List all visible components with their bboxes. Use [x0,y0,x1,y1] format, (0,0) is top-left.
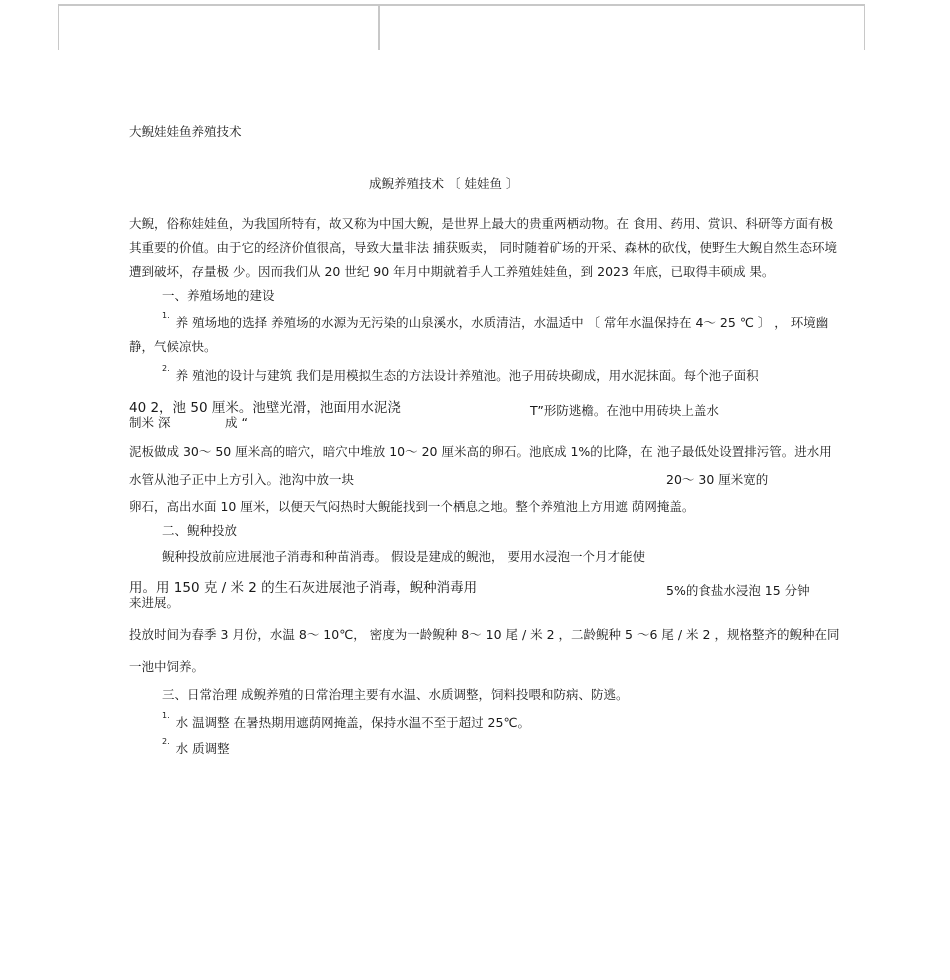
intro-line-1: 大鲵，俗称娃娃鱼，为我国所特有，故又称为中国大鲵，是世界上最大的贵重两栖动物。在 食用、药用、赏识、科研等方面有极 [129,216,833,231]
s3-item2-number: 2. [162,737,170,746]
s1-item1-line1: $^{1.}$ 养 殖场地的选择 养殖场的水源为无污染的山泉溪水，水质清洁，水温适中 〔 常年水温保持在 4～ 25 ℃ 〕 ， 环境幽 [162,311,829,330]
s1-item2-line2b: T”形防逃檐。在池中用砖块上盖水 [530,403,719,418]
s1-item2-line4b: 20～ 30 厘米宽的 [666,472,769,487]
document-title: 大鲵娃娃鱼养殖技术 [129,124,242,139]
header-table-divider [378,4,380,50]
s2-line1: 鲵种投放前应进展池子消毒和种苗消毒。 假设是建成的鲵池， 要用水浸泡一个月才能使 [162,549,645,564]
section1-title: 一、养殖场地的建设 [162,288,275,303]
s1-item2-line1: $^{2.}$ 养 殖池的设计与建筑 我们是用模拟生态的方法设计养殖池。池子用砖块砌成，用水泥抹面。每个池子面积 [162,364,759,383]
s1-item2-line2c: 制米 深 [129,415,171,430]
s1-item2-line5: 卵石，高出水面 10 厘米，以便天气闷热时大鲵能找到一个栖息之地。整个养殖池上方用遮 荫网掩盖。 [129,499,695,514]
s3-item2: $^{2.}$ 水 质调整 [162,737,230,756]
s2-line2c: 来进展。 [129,595,180,610]
s1-item2-line3: 泥板做成 30～ 50 厘米高的暗穴，暗穴中堆放 10～ 20 厘米高的卵石。池底成 1%的比降，在 池子最低处设置排污管。进水用 [129,444,832,459]
s3-item1: $^{1.}$ 水 温调整 在暑热期用遮荫网掩盖，保持水温不至于超过 25℃。 [162,711,531,730]
s1-item2-line2d: 成 “ [225,415,248,430]
section2-title: 二、鲵种投放 [162,523,238,538]
s1-item2-line2a: 40 2，池 50 厘米。池壁光滑，池面用水泥浇 [129,400,401,416]
intro-line-2: 其重要的价值。由于它的经济价值很高，导致大量非法 捕获贩卖， 同时随着矿场的开采、森林的砍伐，使野生大鲵自然生态环境 [129,240,837,255]
s2-line2b: 5%的食盐水浸泡 15 分钟 [666,583,810,598]
s2-line3: 投放时间为春季 3 月份，水温 8～ 10℃， 密度为一龄鲵种 8～ 10 尾 / 米 2 ，二龄鲵种 5 ～6 尾 / 米 2 ，规格整齐的鲵种在同 [129,627,840,642]
section3-title: 三、日常治理 成鲵养殖的日常治理主要有水温、水质调整，饲料投喂和防病、防逃。 [162,687,629,702]
s1-item1-line2: 静，气候凉快。 [129,339,217,354]
section-heading: 成鲵养殖技术 〔 娃娃鱼 〕 [369,176,519,191]
s3-item1-number: 1. [162,711,170,720]
s1-item2-number: 2. [162,364,170,373]
s1-item1-number: 1. [162,311,170,320]
s1-item2-line4a: 水管从池子正中上方引入。池沟中放一块 [129,472,355,487]
s2-line2a: 用。用 150 克 / 米 2 的生石灰进展池子消毒，鲵种消毒用 [129,580,478,596]
s2-line4: 一池中饲养。 [129,659,205,674]
header-table-frame [58,4,865,50]
intro-line-3: 遭到破坏，存量极 少。因而我们从 20 世纪 90 年月中期就着手人工养殖娃娃鱼，到 2023 年底，已取得丰硕成 果。 [129,264,775,279]
